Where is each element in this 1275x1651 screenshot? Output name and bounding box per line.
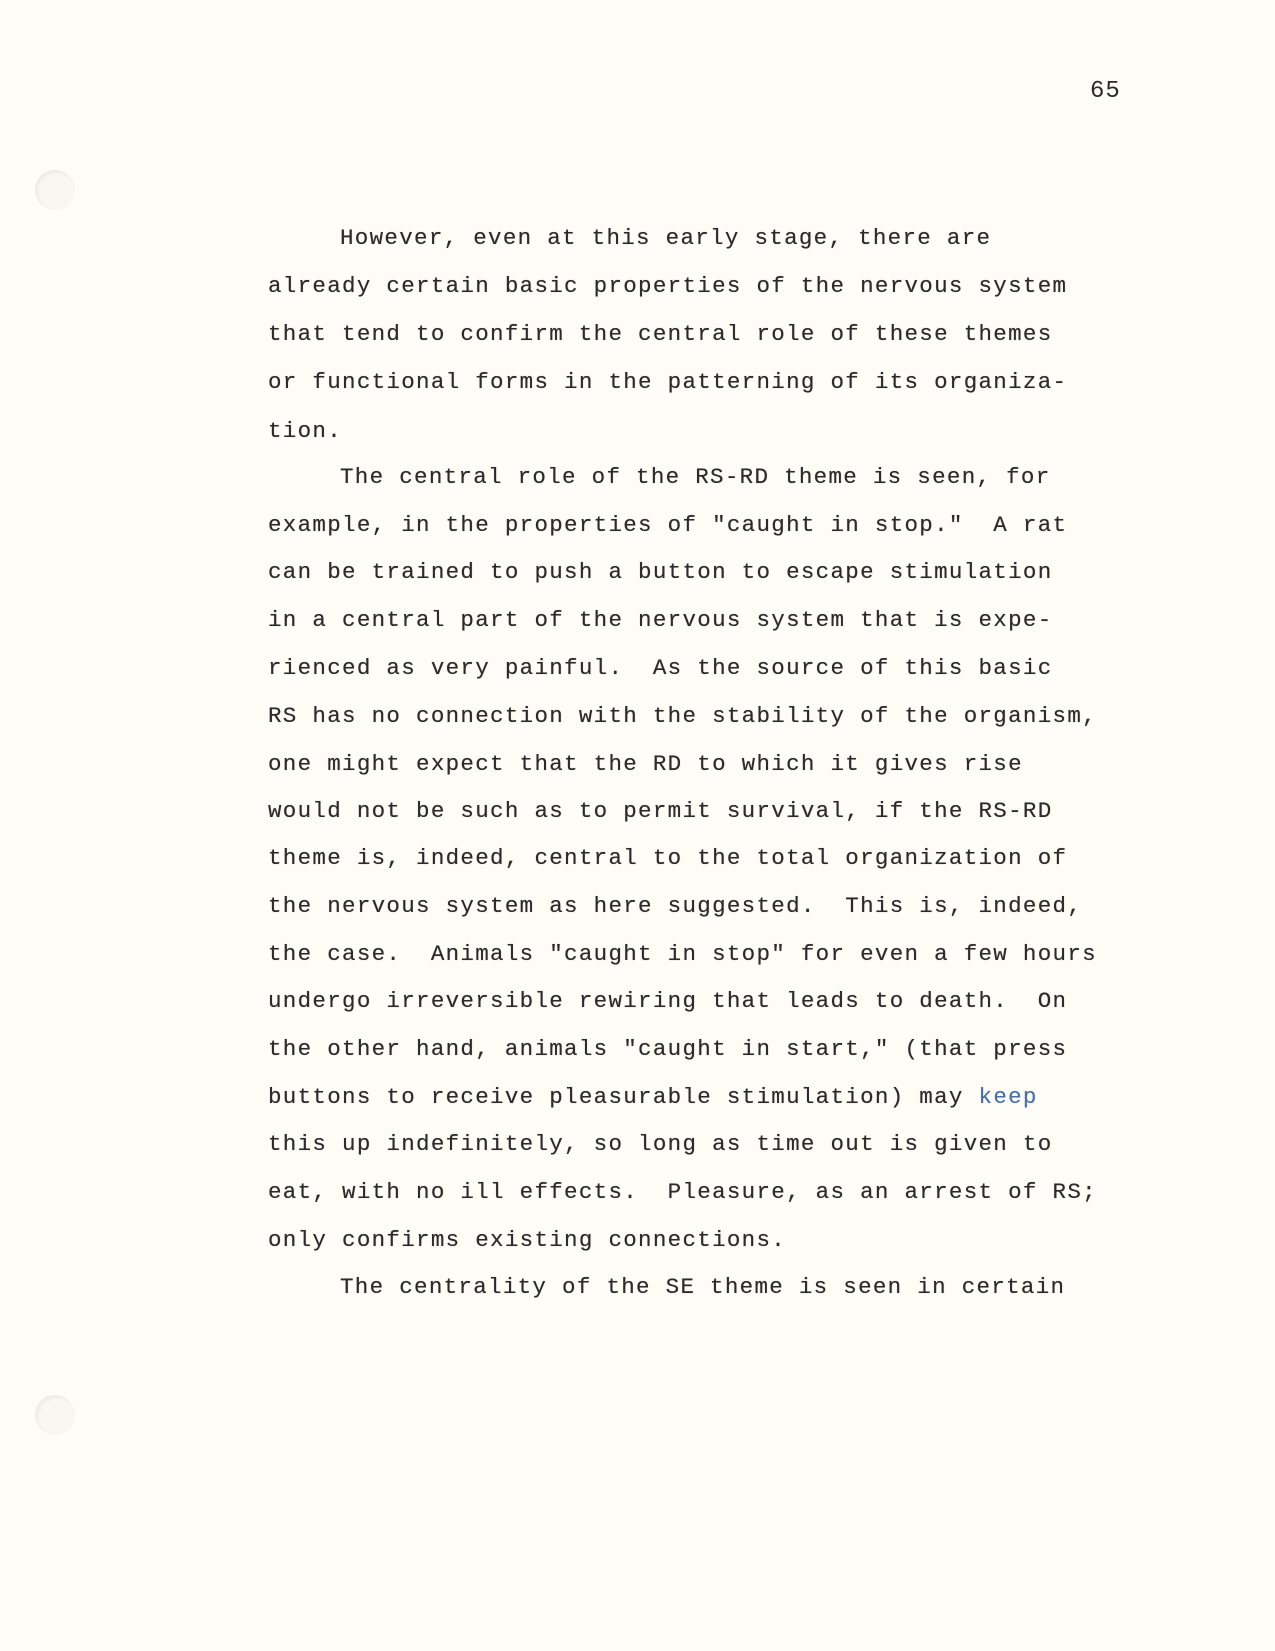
punch-hole <box>35 1395 75 1435</box>
text-line: eat, with no ill effects. Pleasure, as an arrest of RS; <box>268 1179 1097 1205</box>
text-line: would not be such as to permit survival, if the RS-RD <box>268 798 1053 824</box>
page-number: 65 <box>1090 78 1121 105</box>
text-line: in a central part of the nervous system that is expe- <box>268 607 1053 633</box>
text-line: the nervous system as here suggested. This is, indeed, <box>268 893 1083 919</box>
text-line: theme is, indeed, central to the total organization of <box>268 845 1068 871</box>
text-line: example, in the properties of "caught in stop." A rat <box>268 512 1068 538</box>
text-line: or functional forms in the patterning of its organiza- <box>268 369 1068 395</box>
text-line: one might expect that the RD to which it gives rise <box>268 751 1023 777</box>
punch-hole <box>35 170 75 210</box>
text-line: already certain basic properties of the nervous system <box>268 273 1068 299</box>
text-line: rienced as very painful. As the source of this basic <box>268 655 1053 681</box>
text-line: this up indefinitely, so long as time out is given to <box>268 1131 1053 1157</box>
text-segment: buttons to receive pleasurable stimulation) may <box>268 1084 979 1110</box>
text-line: tion. <box>268 418 343 444</box>
text-line: undergo irreversible rewiring that leads to death. On <box>268 988 1068 1014</box>
handwritten-annotation: keep <box>978 1084 1038 1110</box>
text-line <box>268 1082 1038 1112</box>
text-line: the other hand, animals "caught in start," (that press <box>268 1036 1068 1062</box>
text-line: However, even at this early stage, there are <box>340 225 992 251</box>
text-line: The centrality of the SE theme is seen in certain <box>340 1274 1066 1300</box>
text-line: that tend to confirm the central role of these themes <box>268 321 1053 347</box>
text-line: only confirms existing connections. <box>268 1227 787 1253</box>
text-line: RS has no connection with the stability of the organism, <box>268 703 1097 729</box>
text-line: the case. Animals "caught in stop" for even a few hours <box>268 941 1097 967</box>
text-line: The central role of the RS-RD theme is seen, for <box>340 464 1051 490</box>
text-line: can be trained to push a button to escape stimulation <box>268 559 1053 585</box>
